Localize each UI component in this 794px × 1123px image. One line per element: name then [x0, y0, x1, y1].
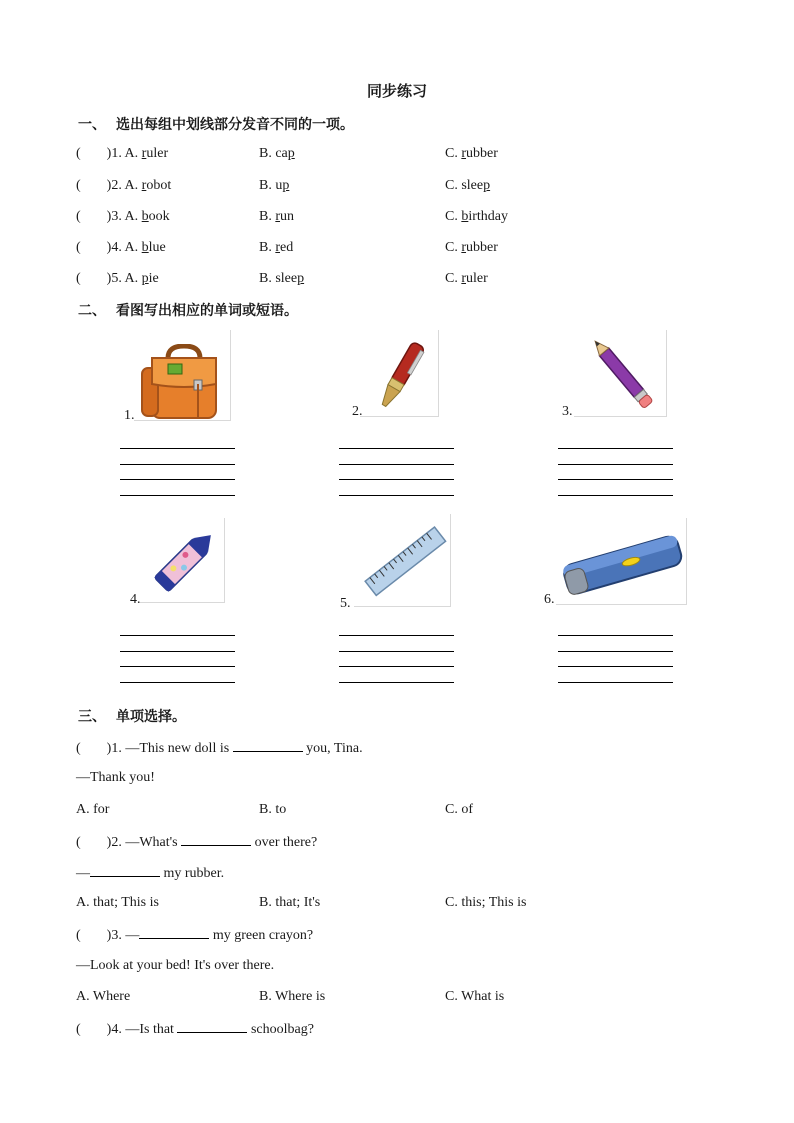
- phonics-item: [76, 207, 696, 227]
- writing-line[interactable]: [120, 464, 235, 465]
- writing-line[interactable]: [120, 479, 235, 480]
- writing-line[interactable]: [558, 682, 673, 683]
- pencil-box-icon: [558, 526, 688, 600]
- writing-line[interactable]: [558, 635, 673, 636]
- option-c: C. ruler: [445, 271, 488, 286]
- option-b: B. run: [259, 209, 295, 224]
- writing-line[interactable]: [120, 495, 235, 496]
- section-2-heading: [78, 300, 298, 320]
- writing-line[interactable]: [120, 651, 235, 652]
- option-a: A. that; This is: [76, 895, 159, 910]
- question-text: )1. —This new doll is: [106, 741, 233, 756]
- item-number: ( )5. A. pie: [76, 271, 159, 286]
- section-title: 看图写出相应的单词或短语。: [116, 303, 298, 319]
- reply-1: —Thank you!: [76, 770, 155, 785]
- question-2: [76, 831, 317, 851]
- section-1-heading: [78, 114, 354, 134]
- question-text: over there?: [251, 835, 318, 850]
- option-b: B. up: [259, 178, 290, 193]
- writing-line[interactable]: [339, 666, 454, 667]
- options-2: [76, 893, 676, 913]
- writing-line[interactable]: [339, 448, 454, 449]
- question-text: schoolbag?: [247, 1022, 314, 1037]
- writing-line[interactable]: [339, 479, 454, 480]
- phonics-item: [76, 144, 696, 164]
- picture-label: 2.: [352, 404, 363, 419]
- question-4: [76, 1018, 314, 1038]
- option-c: C. What is: [445, 989, 505, 1004]
- option-c: C. of: [445, 802, 473, 817]
- picture-label: 6.: [544, 592, 555, 607]
- option-b: B. sleep: [259, 271, 305, 286]
- answer-blank[interactable]: [177, 1018, 247, 1033]
- option-b: B. red: [259, 240, 294, 255]
- writing-line[interactable]: [558, 479, 673, 480]
- schoolbag-icon: [138, 344, 230, 422]
- crayon-icon: [144, 524, 224, 600]
- writing-line[interactable]: [558, 495, 673, 496]
- writing-line[interactable]: [339, 682, 454, 683]
- option-c: C. rubber: [445, 146, 498, 161]
- option-c: C. sleep: [445, 178, 491, 193]
- section-number: 一、: [78, 117, 106, 133]
- option-a: A. for: [76, 802, 110, 817]
- answer-blank[interactable]: [90, 862, 160, 877]
- reply-text: my rubber.: [160, 866, 225, 881]
- option-b: B. to: [259, 802, 287, 817]
- section-number: 二、: [78, 303, 106, 319]
- phonics-item: [76, 238, 696, 258]
- paren: (: [76, 741, 81, 756]
- phonics-item: [76, 176, 696, 196]
- answer-blank[interactable]: [181, 831, 251, 846]
- options-1: [76, 800, 676, 820]
- section-3-heading: [78, 706, 186, 726]
- item-number: ( )3. A. book: [76, 209, 170, 224]
- writing-line[interactable]: [120, 635, 235, 636]
- paren: (: [76, 835, 81, 850]
- reply-text: —: [76, 866, 90, 881]
- answer-blank[interactable]: [139, 924, 209, 939]
- option-c: C. rubber: [445, 240, 498, 255]
- picture-label: 4.: [130, 592, 141, 607]
- reply-2: [76, 862, 224, 882]
- item-number: ( )1. A. ruler: [76, 146, 169, 161]
- writing-line[interactable]: [339, 651, 454, 652]
- item-number: ( )4. A. blue: [76, 240, 166, 255]
- paren: (: [76, 1022, 81, 1037]
- writing-line[interactable]: [558, 448, 673, 449]
- picture-label: 1.: [124, 408, 135, 423]
- question-1: [76, 737, 363, 757]
- question-3: [76, 924, 313, 944]
- writing-line[interactable]: [120, 666, 235, 667]
- writing-line[interactable]: [120, 448, 235, 449]
- ruler-icon: [360, 520, 452, 604]
- phonics-item: [76, 269, 696, 289]
- picture-label: 3.: [562, 404, 573, 419]
- writing-line[interactable]: [558, 651, 673, 652]
- writing-line[interactable]: [120, 682, 235, 683]
- page-title: 同步练习: [366, 82, 427, 100]
- option-b: B. cap: [259, 146, 295, 161]
- answer-blank[interactable]: [233, 737, 303, 752]
- option-a: A. Where: [76, 989, 131, 1004]
- picture-label: 5.: [340, 596, 351, 611]
- writing-line[interactable]: [339, 495, 454, 496]
- section-title: 选出每组中划线部分发音不同的一项。: [116, 117, 354, 133]
- item-number: ( )2. A. robot: [76, 178, 172, 193]
- question-text: )4. —Is that: [106, 1022, 178, 1037]
- options-3: [76, 987, 676, 1007]
- pen-icon: [368, 338, 434, 414]
- pencil-icon: [584, 338, 668, 416]
- section-title: 单项选择。: [116, 709, 186, 725]
- question-text: )3. —: [106, 928, 140, 943]
- option-b: B. that; It's: [259, 895, 321, 910]
- writing-line[interactable]: [558, 464, 673, 465]
- section-number: 三、: [78, 709, 106, 725]
- paren: (: [76, 928, 81, 943]
- writing-line[interactable]: [339, 464, 454, 465]
- option-c: C. birthday: [445, 209, 508, 224]
- option-c: C. this; This is: [445, 895, 527, 910]
- question-text: my green crayon?: [209, 928, 314, 943]
- writing-line[interactable]: [558, 666, 673, 667]
- reply-3: —Look at your bed! It's over there.: [76, 958, 275, 973]
- option-b: B. Where is: [259, 989, 326, 1004]
- writing-line[interactable]: [339, 635, 454, 636]
- question-text: )2. —What's: [106, 835, 182, 850]
- question-text: you, Tina.: [302, 741, 363, 756]
